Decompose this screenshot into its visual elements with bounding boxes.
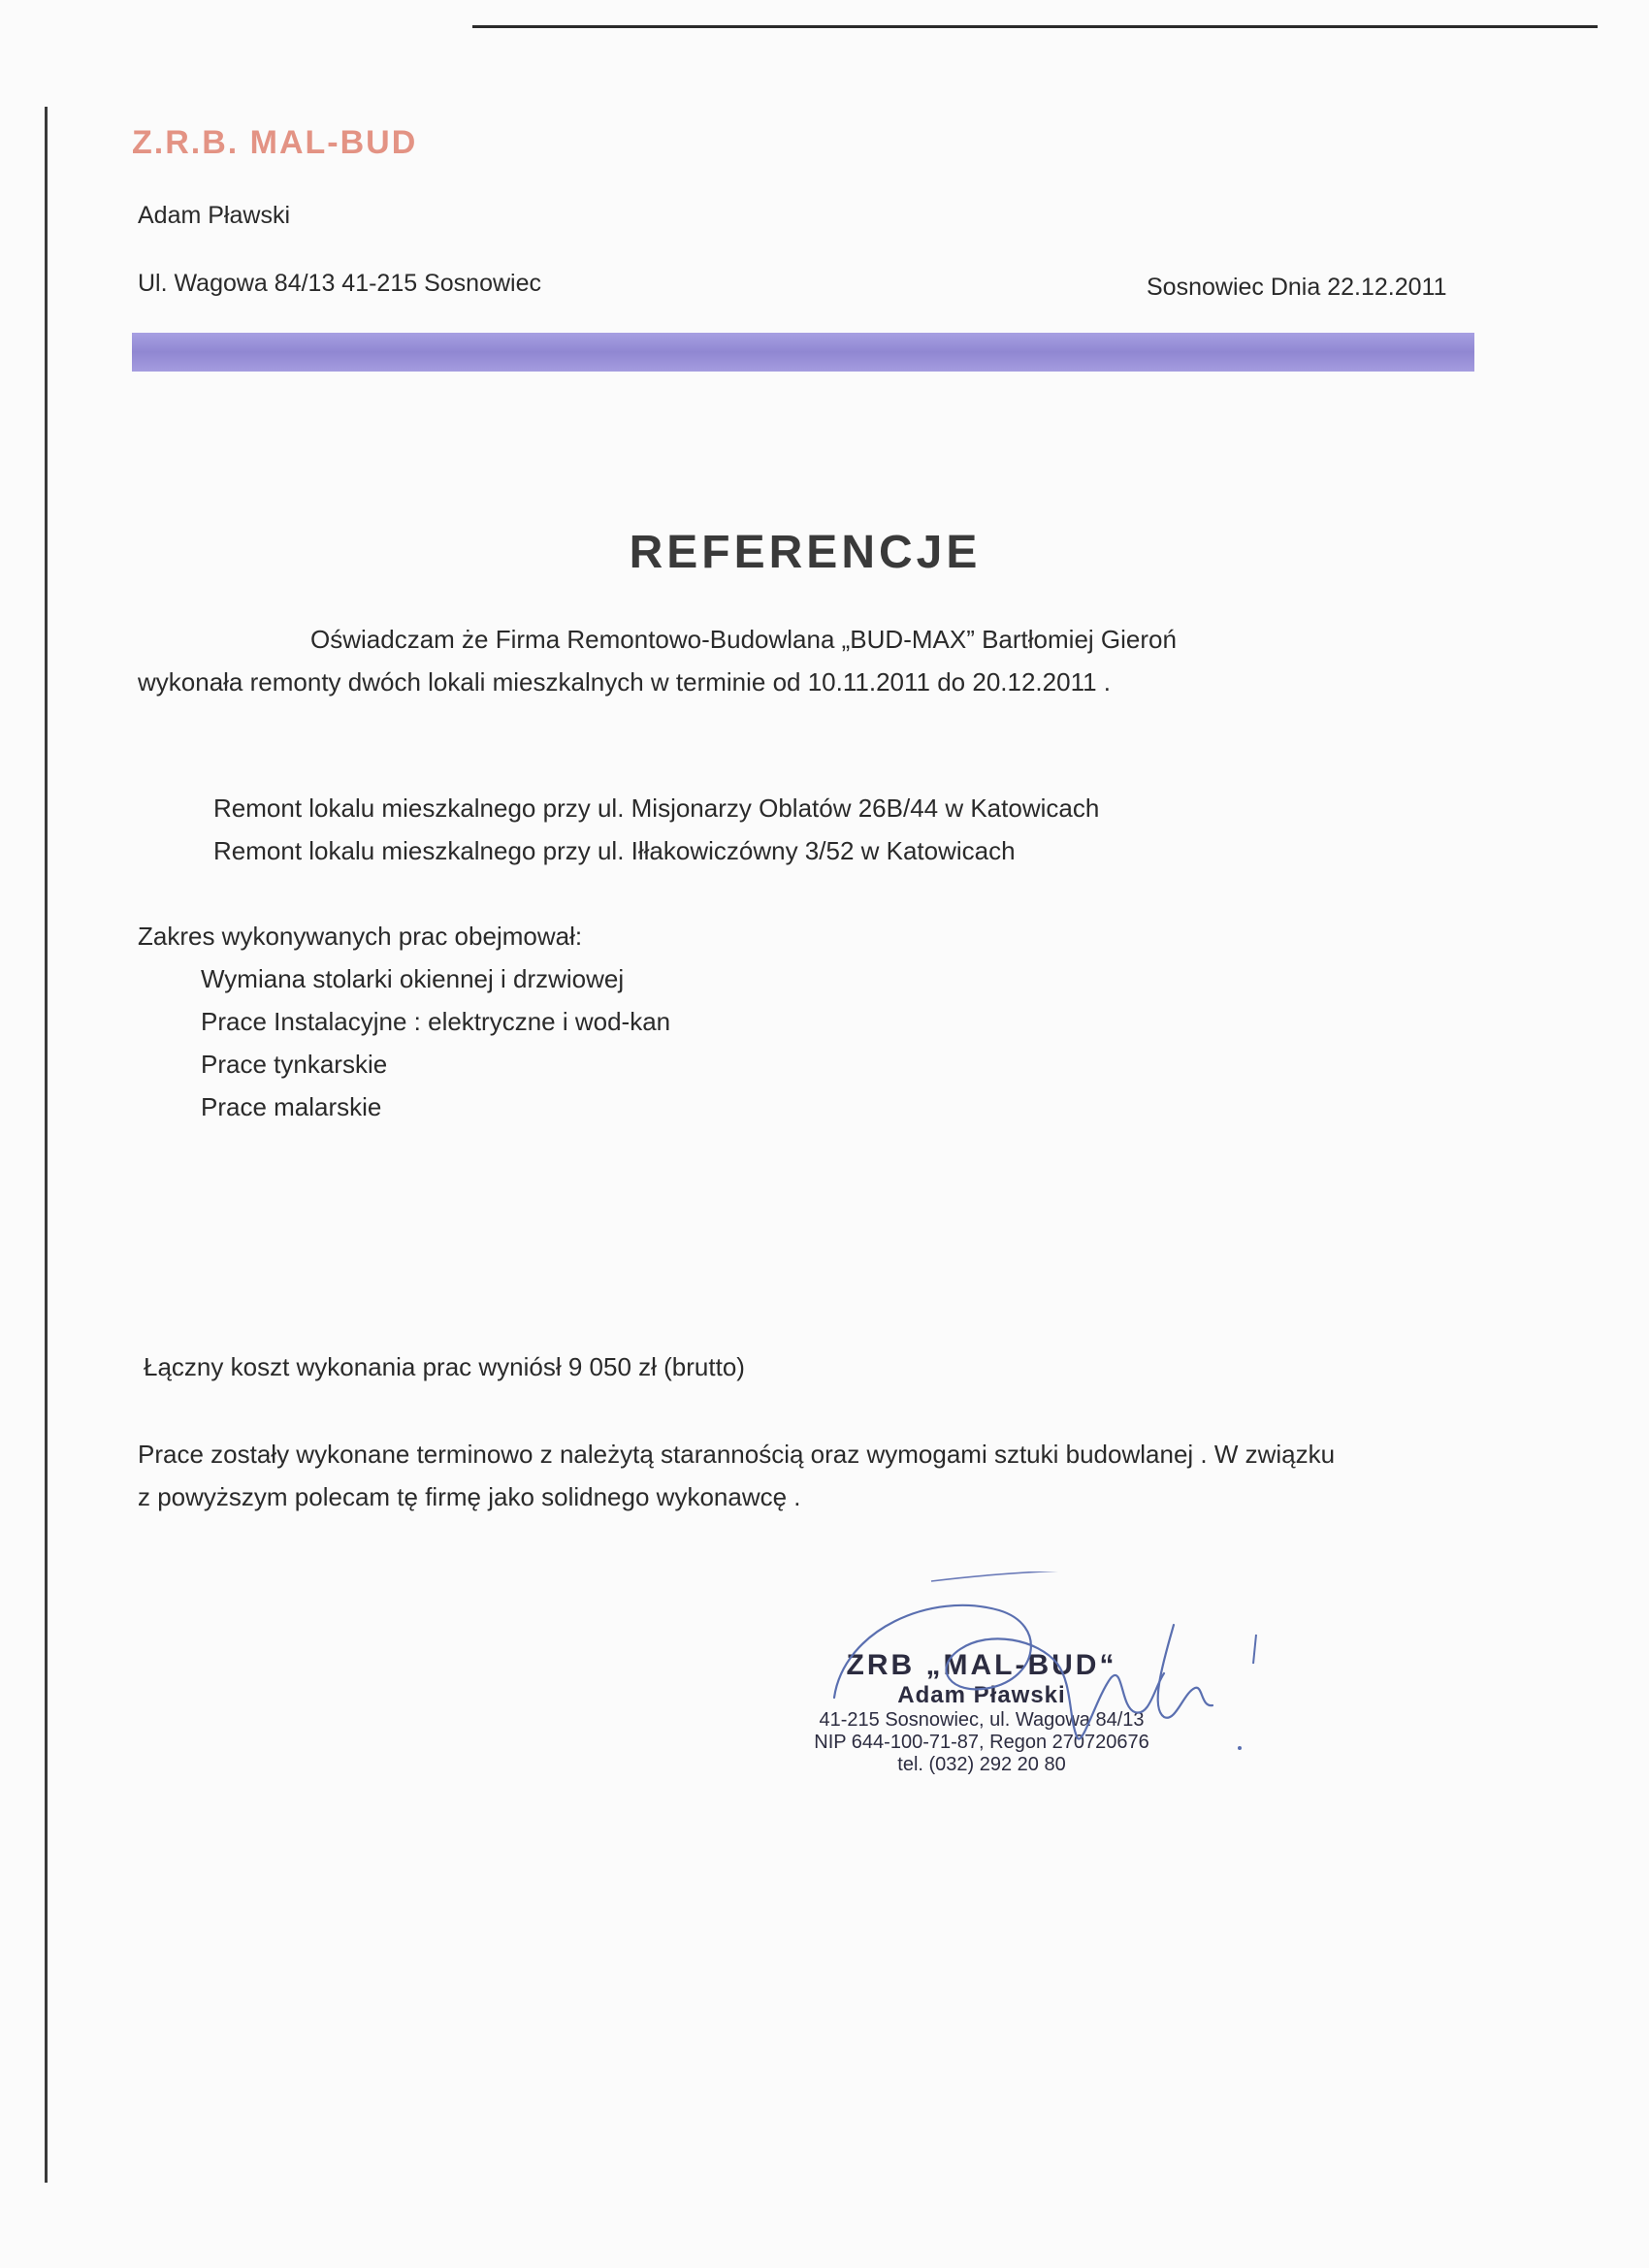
letterhead-band <box>132 333 1474 372</box>
document-title: REFERENCJE <box>629 527 982 578</box>
statement-line-2: wykonała remonty dwóch lokali mieszkalnych w terminie od 10.11.2011 do 20.12.2011 . <box>138 667 1112 697</box>
stamp-ids: NIP 644-100-71-87, Regon 270720676 <box>814 1732 1149 1753</box>
location-item: Remont lokalu mieszkalnego przy ul. Iłłakowiczówny 3/52 w Katowicach <box>213 836 1016 865</box>
scope-heading: Zakres wykonywanych prac obejmował: <box>138 922 583 951</box>
closing-line-2: z powyższym polecam tę firmę jako solidnego wykonawcę . <box>138 1482 801 1511</box>
total-cost: Łączny koszt wykonania prac wyniósł 9 050 zł (brutto) <box>144 1352 745 1381</box>
scope-item: Prace malarskie <box>201 1092 382 1121</box>
stamp-company: ZRB „MAL-BUD“ <box>846 1649 1117 1681</box>
scan-edge-left <box>45 107 48 2183</box>
closing-line-1: Prace zostały wykonane terminowo z należytą starannością oraz wymogami sztuki budowlanej . W związku <box>138 1440 1336 1469</box>
stamp-address: 41-215 Sosnowiec, ul. Wagowa 84/13 <box>819 1709 1145 1731</box>
stamp-owner: Adam Pławski <box>897 1682 1066 1708</box>
place-and-date: Sosnowiec Dnia 22.12.2011 <box>1147 274 1447 301</box>
handwritten-signature <box>815 1571 1271 1804</box>
scope-item: Prace tynkarskie <box>201 1050 388 1079</box>
company-address: Ul. Wagowa 84/13 41-215 Sosnowiec <box>138 270 541 297</box>
scope-item: Wymiana stolarki okiennej i drzwiowej <box>201 964 625 993</box>
location-item: Remont lokalu mieszkalnego przy ul. Misjonarzy Oblatów 26B/44 w Katowicach <box>213 794 1100 823</box>
stamp-phone: tel. (032) 292 20 80 <box>897 1754 1066 1775</box>
statement-line-1: Oświadczam że Firma Remontowo-Budowlana „BUD-MAX” Bartłomiej Gieroń <box>310 625 1177 654</box>
owner-name: Adam Pławski <box>138 202 290 229</box>
company-name: Z.R.B. MAL-BUD <box>132 124 418 161</box>
scan-edge-top <box>472 25 1598 28</box>
scope-item: Prace Instalacyjne : elektryczne i wod-kan <box>201 1007 671 1036</box>
